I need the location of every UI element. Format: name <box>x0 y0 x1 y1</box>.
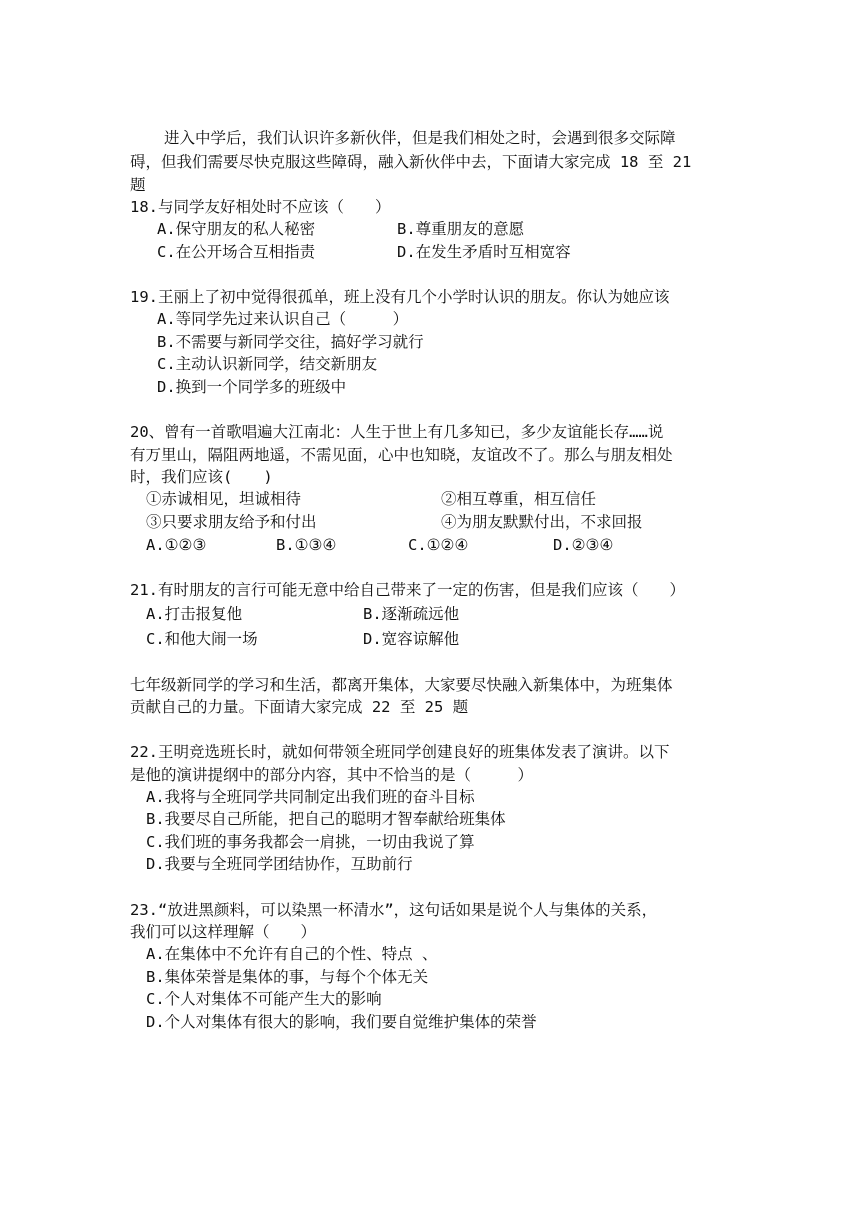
intro1-line3: 题 <box>130 176 146 194</box>
q22-stem-line1: 22.王明竞选班长时，就如何带领全班同学创建良好的班集体发表了演讲。以下 <box>130 743 670 761</box>
q18-option-d: D.在发生矛盾时互相宽容 <box>397 243 571 261</box>
q23-stem-line2: 我们可以这样理解（ ） <box>130 923 317 941</box>
q19-stem: 19.王丽上了初中觉得很孤单，班上没有几个小学时认识的朋友。你认为她应该 <box>130 288 670 306</box>
q23-stem-line1: 23.“放进黑颜料，可以染黑一杯清水”，这句话如果是说个人与集体的关系， <box>130 901 658 919</box>
intro1-line2: 碍，但我们需要尽快克服这些障碍，融入新伙伴中去，下面请大家完成 18 至 21 <box>130 153 692 171</box>
q21-stem: 21.有时朋友的言行可能无意中给自己带来了一定的伤害，但是我们应该（ ） <box>130 581 685 599</box>
q20-option-c: C.①②④ <box>408 536 469 554</box>
q23-option-a: A.在集体中不允许有自己的个性、特点 、 <box>146 945 438 963</box>
q21-option-b: B.逐渐疏远他 <box>363 605 460 623</box>
q23-option-b: B.集体荣誉是集体的事，与每个个体无关 <box>146 968 429 986</box>
q20-stem-line1: 20、曾有一首歌唱遍大江南北：人生于世上有几多知已，多少友谊能长存……说 <box>130 423 664 441</box>
q20-statement-2: ②相互尊重，相互信任 <box>441 490 597 508</box>
intro2-line2: 贡献自己的力量。下面请大家完成 22 至 25 题 <box>130 698 469 716</box>
q19-option-a: A.等同学先过来认识自己（ ） <box>157 310 409 328</box>
q22-option-b: B.我要尽自己所能，把自己的聪明才智奉献给班集体 <box>146 810 506 828</box>
q19-option-d: D.换到一个同学多的班级中 <box>157 378 347 396</box>
q20-option-b: B.①③④ <box>276 536 337 554</box>
q20-option-d: D.②③④ <box>553 536 614 554</box>
q18-stem: 18.与同学友好相处时不应该（ ） <box>130 198 391 216</box>
q20-statement-4: ④为朋友默默付出，不求回报 <box>441 513 643 531</box>
q19-option-b: B.不需要与新同学交往，搞好学习就行 <box>157 333 424 351</box>
q22-stem-line2: 是他的演讲提纲中的部分内容，其中不恰当的是（ ） <box>130 766 534 784</box>
q18-option-b: B.尊重朋友的意愿 <box>397 220 525 238</box>
q21-option-c: C.和他大闹一场 <box>146 630 258 648</box>
q23-option-c: C.个人对集体不可能产生大的影响 <box>146 990 382 1008</box>
q23-option-d: D.个人对集体有很大的影响，我们要自觉维护集体的荣誉 <box>146 1013 537 1031</box>
q22-option-d: D.我要与全班同学团结协作，互助前行 <box>146 855 413 873</box>
q22-option-a: A.我将与全班同学共同制定出我们班的奋斗目标 <box>146 788 475 806</box>
q21-option-a: A.打击报复他 <box>146 605 243 623</box>
q21-option-d: D.宽容谅解他 <box>363 630 460 648</box>
q19-option-c: C.主动认识新同学，结交新朋友 <box>157 355 378 373</box>
q20-stem-line3: 时，我们应该( ) <box>130 468 273 486</box>
q18-option-c: C.在公开场合互相指责 <box>157 243 316 261</box>
q18-option-a: A.保守朋友的私人秘密 <box>157 220 316 238</box>
q22-option-c: C.我们班的事务我都会一肩挑，一切由我说了算 <box>146 833 475 851</box>
q20-statement-1: ①赤诚相见，坦诚相待 <box>146 490 302 508</box>
q20-option-a: A.①②③ <box>146 536 207 554</box>
intro1-line1: 进入中学后，我们认识许多新伙伴，但是我们相处之时，会遇到很多交际障 <box>164 129 676 147</box>
q20-statement-3: ③只要求朋友给予和付出 <box>146 513 317 531</box>
q20-stem-line2: 有万里山，隔阻两地遥，不需见面，心中也知晓，友谊改不了。那么与朋友相处 <box>130 446 673 464</box>
intro2-line1: 七年级新同学的学习和生活，都离开集体，大家要尽快融入新集体中，为班集体 <box>130 676 673 694</box>
